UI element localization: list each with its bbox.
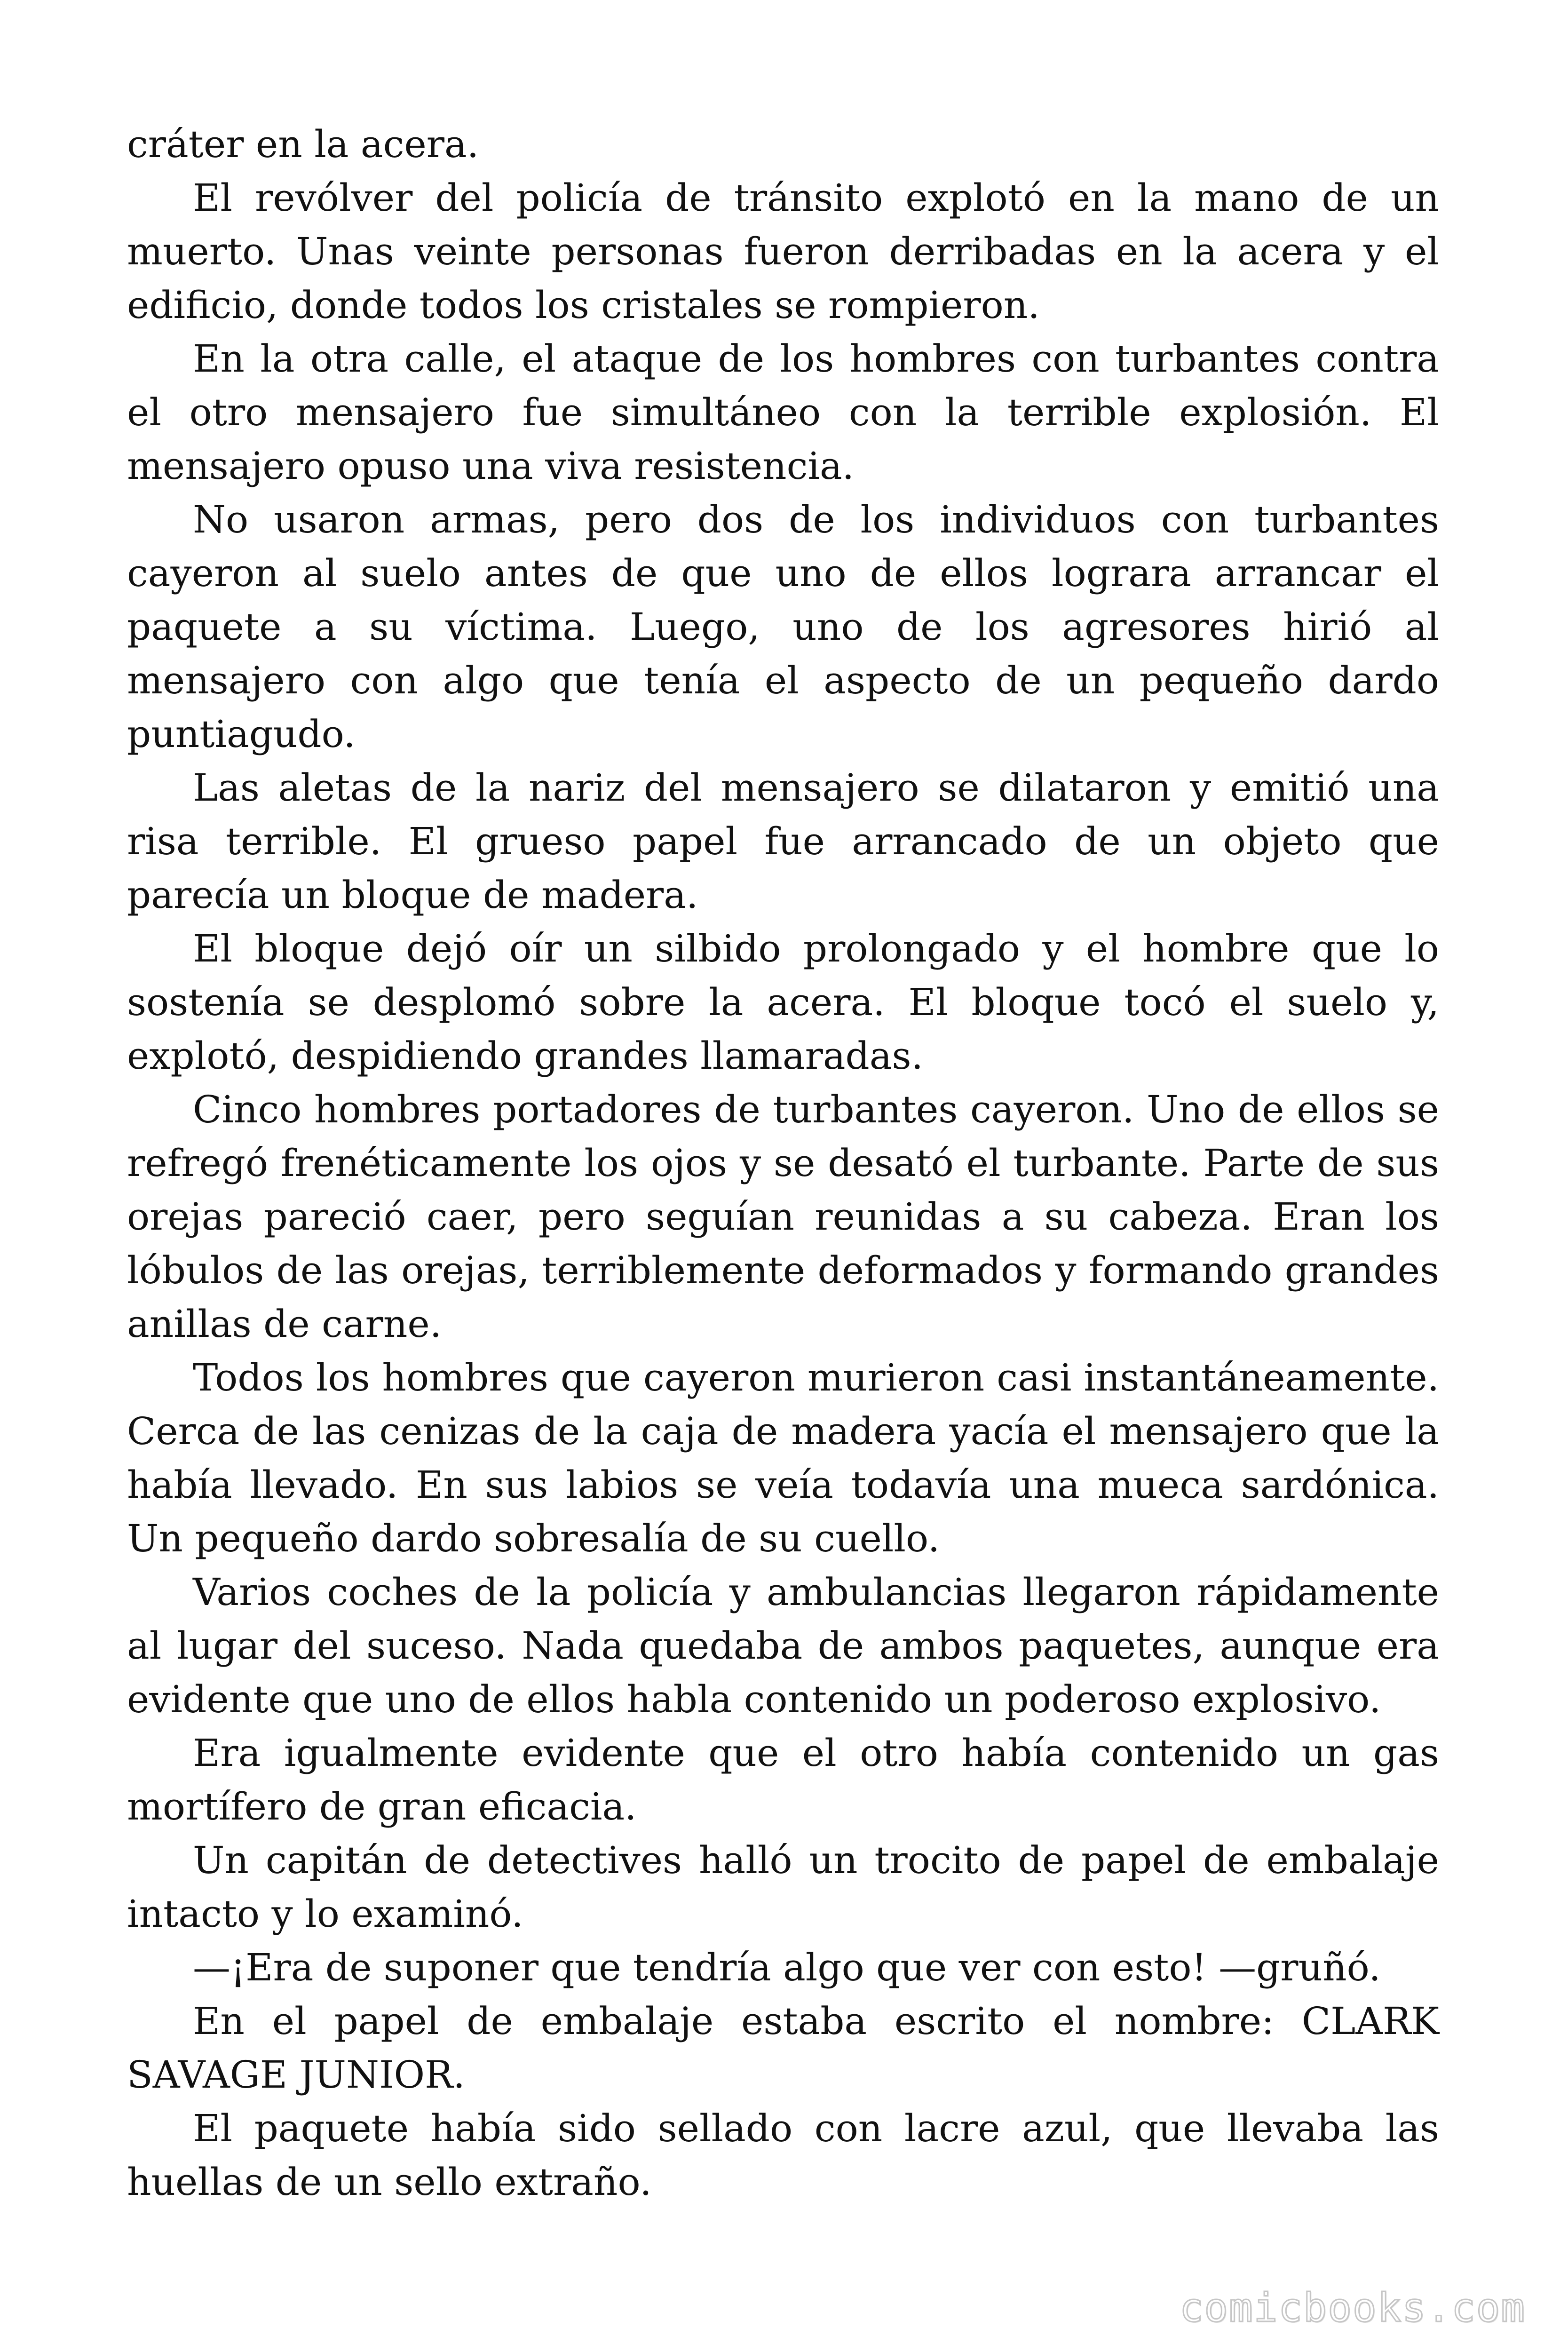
paragraph: Cinco hombres portadores de turbantes cayeron. Uno de ellos se refregó frenéticamente los ojos y se desató el turbante. Parte de sus orejas pareció caer, pero seguían reunidas a su cabeza. Eran los lóbulos de las orejas, terriblemente deformados y formando grandes anillas de carne. — [127, 1088, 1439, 1346]
paragraph-continuation: cráter en la acera. — [127, 122, 479, 166]
book-page-text — [127, 118, 1439, 2209]
paragraph: El revólver del policía de tránsito explotó en la mano de un muerto. Unas veinte personas fueron derribadas en la acera y el edificio, donde todos los cristales se rompieron. — [127, 176, 1439, 327]
paragraph: Todos los hombres que cayeron murieron casi instantáneamente. Cerca de las cenizas de la caja de madera yacía el mensajero que la había llevado. En sus labios se veía todavía una mueca sardónica. Un pequeño dardo sobresalía de su cuello. — [127, 1356, 1439, 1560]
paragraph: Era igualmente evidente que el otro había contenido un gas mortífero de gran eficacia. — [127, 1731, 1439, 1828]
paragraph: Varios coches de la policía y ambulancias llegaron rápidamente al lugar del suceso. Nada quedaba de ambos paquetes, aunque era evidente que uno de ellos habla contenido un poderoso explosivo. — [127, 1570, 1439, 1721]
site-watermark: comicbooks.com — [1179, 2285, 1526, 2331]
paragraph: Las aletas de la nariz del mensajero se dilataron y emitió una risa terrible. El grueso papel fue arrancado de un objeto que parecía un bloque de madera. — [127, 766, 1439, 917]
paragraph: El paquete había sido sellado con lacre azul, que llevaba las huellas de un sello extraño. — [127, 2106, 1439, 2204]
paragraph: En la otra calle, el ataque de los hombres con turbantes contra el otro mensajero fue simultáneo con la terrible explosión. El mensajero opuso una viva resistencia. — [127, 337, 1439, 488]
paragraph: El bloque dejó oír un silbido prolongado y el hombre que lo sostenía se desplomó sobre la acera. El bloque tocó el suelo y, explotó, despidiendo grandes llamaradas. — [127, 927, 1439, 1078]
paragraph: En el papel de embalaje estaba escrito el nombre: CLARK SAVAGE JUNIOR. — [127, 1999, 1439, 2097]
dialogue-paragraph: —¡Era de suponer que tendría algo que ver con esto! —gruñó. — [193, 1946, 1381, 1989]
paragraph: Un capitán de detectives halló un trocito de papel de embalaje intacto y lo examinó. — [127, 1838, 1439, 1936]
paragraph: No usaron armas, pero dos de los individuos con turbantes cayeron al suelo antes de que uno de ellos lograra arrancar el paquete a su víctima. Luego, uno de los agresores hirió al mensajero con algo que tenía el aspecto de un pequeño dardo puntiagudo. — [127, 498, 1439, 756]
